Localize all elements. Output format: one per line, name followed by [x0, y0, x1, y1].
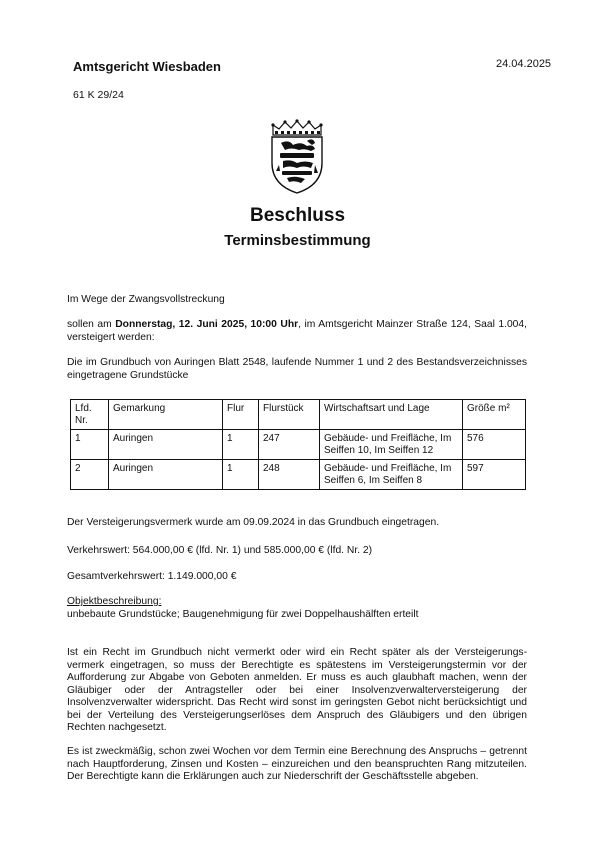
table-header-cell: Wirtschaftsart und Lage [320, 400, 463, 430]
objektbeschreibung [67, 596, 527, 621]
table-header-cell: Flur [223, 400, 259, 430]
case-number: 61 K 29/24 [73, 89, 124, 101]
grundstuecke-table [70, 399, 526, 490]
court-name: Amtsgericht Wiesbaden [73, 59, 221, 74]
table-cell: 1 [223, 460, 259, 490]
objektbeschreibung-text: unbebaute Grundstücke; Baugenehmigung für zwei Doppelhaushälften erteilt [67, 608, 419, 620]
verkehrswert-text: Verkehrswert: 564.000,00 € (lfd. Nr. 1) und 585.000,00 € (lfd. Nr. 2) [67, 545, 373, 556]
table-header-row [71, 400, 526, 430]
gesamtverkehrswert-text: Gesamtverkehrswert: 1.149.000,00 € [67, 571, 237, 582]
document-title: Beschluss [249, 205, 346, 226]
table-cell: 247 [259, 430, 320, 460]
hessen-coat-of-arms-icon [267, 119, 327, 195]
table-cell: 1 [223, 430, 259, 460]
intro-text: Im Wege der Zwangsvollstreckung [67, 294, 225, 305]
table-header-cell: Gemarkung [109, 400, 223, 430]
table-header-cell: Flurstück [259, 400, 320, 430]
table-cell: Auringen [109, 430, 223, 460]
table-cell: 576 [463, 430, 526, 460]
table-cell: 248 [259, 460, 320, 490]
table-header-cell: Lfd. Nr. [71, 400, 109, 430]
table-cell: Gebäude- und Freifläche, Im Seiffen 10, Im Seiffen 12 [320, 430, 463, 460]
table-cell: 1 [71, 430, 109, 460]
table-cell: 2 [71, 460, 109, 490]
table-row [71, 460, 526, 490]
table-cell: Gebäude- und Freifläche, Im Seiffen 6, Im Seiffen 8 [320, 460, 463, 490]
rechte-paragraph: Ist ein Recht im Grundbuch nicht vermerkt oder wird ein Recht später als der Versteigerungs-vermerk eingetragen, so muss der Berechtigte es spätestens im Versteigerungstermin vor der Aufforderung zur Abgabe von Geboten anmelden. Er muss es auch glaubhaft machen, wenn der Gläubiger oder der Antragsteller oder bei einer Insolvenzverwalterversteigerung der Insolvenzverwalter widerspricht. Das Recht wird sonst im geringsten Gebot nicht berücksichtigt und bei der Verteilung des Versteigerungserlöses dem Anspruch des Gläubigers und den übrigen Rechten nachgesetzt. [67, 647, 527, 733]
grundbuch-paragraph: Die im Grundbuch von Auringen Blatt 2548, laufende Nummer 1 und 2 des Bestandsverzeichnisses eingetragene Grundstücke [67, 357, 527, 381]
document-subtitle: Terminsbestimmung [224, 232, 371, 249]
termin-suffix: , im Amtsgericht Mainzer Straße 124, Saal 1.004, versteigert werden: [67, 319, 527, 343]
vermerk-text: Der Versteigerungsvermerk wurde am 09.09.2024 in das Grundbuch eingetragen. [67, 517, 440, 528]
table-cell: Auringen [109, 460, 223, 490]
table-row [71, 430, 526, 460]
berechnung-paragraph: Es ist zweckmäßig, schon zwei Wochen vor dem Termin eine Berechnung des Anspruchs – getrennt nach Hauptforderung, Zinsen und Kosten – einzureichen und den beanspruchten Rang mitzuteilen. Der Berechtigte kann die Erklärungen auch zur Niederschrift der Geschäftsstelle abgeben. [67, 746, 527, 782]
termin-paragraph [67, 319, 527, 344]
termin-prefix: sollen am [67, 319, 116, 330]
document-date: 24.04.2025 [496, 58, 552, 70]
objektbeschreibung-heading: Objektbeschreibung: [67, 596, 162, 607]
table-cell: 597 [463, 460, 526, 490]
termin-date: Donnerstag, 12. Juni 2025, 10:00 Uhr [115, 319, 299, 330]
table-header-cell: Größe m² [463, 400, 526, 430]
